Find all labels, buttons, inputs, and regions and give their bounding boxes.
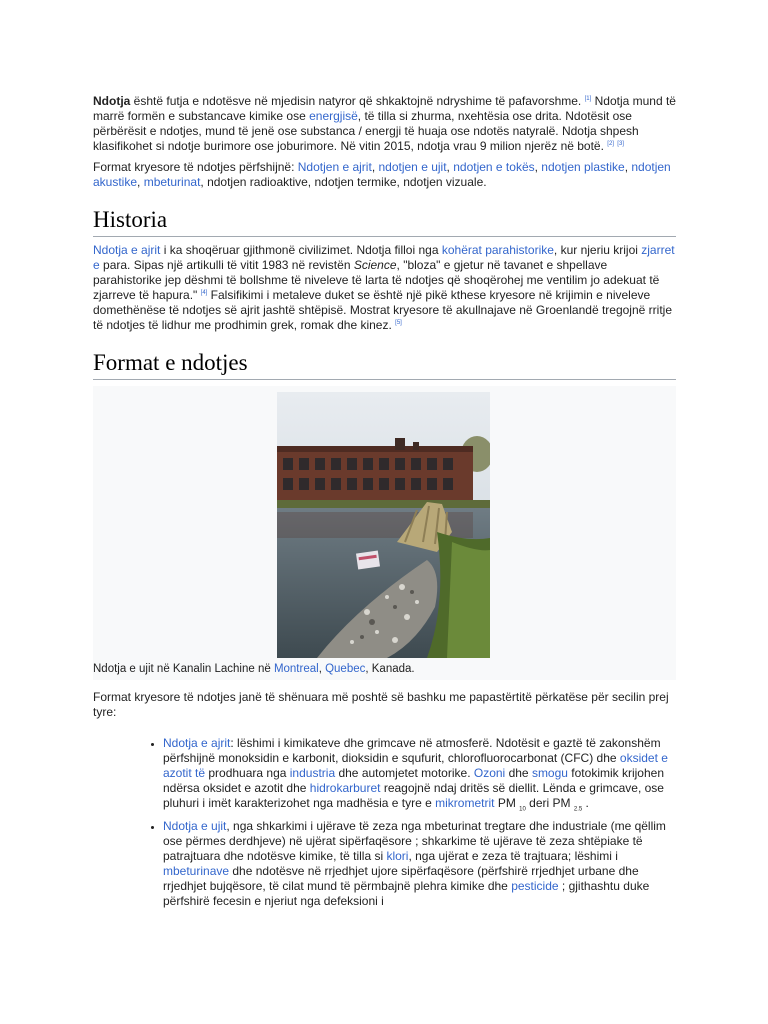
figure-caption bbox=[93, 662, 415, 676]
link-quebec[interactable]: Quebec bbox=[325, 663, 366, 675]
separator: , bbox=[371, 160, 379, 174]
history-text: , kur njeriu krijoi bbox=[553, 243, 642, 257]
pollution-types-list bbox=[93, 736, 676, 909]
link-oksidet-e-azotit[interactable]: oksidet e azotit të bbox=[163, 751, 668, 780]
link-ndotjen-akustike[interactable]: ndotjen akustike bbox=[93, 160, 671, 189]
history-text: i ka shoqëruar gjithmonë civilizimet. Ndotja filloi nga bbox=[160, 243, 442, 257]
intro-text: është futja e ndotësve në mjedisin natyror që shkaktojnë ndryshime të pafavorshme. bbox=[130, 94, 585, 108]
link-ndotjen-e-ujit[interactable]: ndotjen e ujit bbox=[378, 160, 447, 174]
link-ndotja-e-ujit[interactable]: Ndotja e ujit bbox=[163, 819, 227, 834]
intro-bold-term: Ndotja bbox=[93, 94, 131, 108]
list-text: deri PM bbox=[525, 796, 574, 810]
link-ndotjen-e-ajrit[interactable]: Ndotjen e ajrit bbox=[297, 160, 372, 174]
figure-box bbox=[93, 386, 676, 680]
list-text: dhe bbox=[505, 766, 532, 780]
link-koherat-parahistorike[interactable]: kohërat parahistorike bbox=[441, 243, 554, 257]
link-zjarret[interactable]: zjarret e bbox=[93, 243, 675, 272]
list-text: , nga ujërat e zeza të trajtuara; lëshimi i bbox=[408, 849, 618, 864]
link-pesticide[interactable]: pesticide bbox=[511, 879, 559, 894]
citation-ref[interactable]: [3] bbox=[617, 141, 624, 147]
forms-intro-paragraph bbox=[93, 160, 676, 190]
citation-ref[interactable]: [5] bbox=[395, 320, 402, 326]
list-item bbox=[163, 736, 676, 817]
section-heading-historia: Historia bbox=[93, 206, 676, 237]
link-mikrometrit[interactable]: mikrometrit bbox=[435, 796, 495, 810]
link-ndotjen-e-tokes[interactable]: ndotjen e tokës bbox=[453, 160, 535, 174]
citation-ref[interactable]: [2] bbox=[607, 141, 614, 147]
citation-ref[interactable]: [1] bbox=[584, 96, 592, 102]
list-item bbox=[163, 819, 676, 909]
separator: , bbox=[318, 663, 326, 675]
forms-paragraph: Format kryesore të ndotjes janë të shënuara më poshtë së bashku me papastërtitë përkatëse për secilin prej tyre: bbox=[93, 690, 669, 719]
link-energjise[interactable]: energjisë bbox=[309, 109, 358, 123]
forms-intro-text: Format kryesore të ndotjes përfshijnë: bbox=[93, 160, 298, 174]
intro-paragraph bbox=[93, 94, 676, 154]
list-text: fotokimik krijohen ndërsa oksidet e azotit dhe bbox=[163, 766, 665, 795]
journal-name: Science bbox=[353, 258, 397, 272]
subscript: 10 bbox=[519, 806, 526, 813]
intro-text: , të tilla si zhurma, nxehtësia ose drita. Ndotësit ose përbërësit e ndotjes, mund të jenë ose substanca / energji të huaja ose ndotës natyralë. Ndotja shpesh klasifikohet si ndotje burimore ose joburimore. Në vitin 2015, ndotja vrau 9 milion njerëz në botë. bbox=[93, 109, 639, 153]
list-text: reagojnë ndaj dritës së diellit. Lënda e grimcave, ose pluhuri i imët karakterizohet nga madhësia e tyre e bbox=[163, 781, 664, 810]
separator: , bbox=[534, 160, 542, 174]
link-smogu[interactable]: smogu bbox=[531, 766, 568, 780]
link-ndotja-e-ajrit[interactable]: Ndotja e ajrit bbox=[93, 243, 161, 257]
list-text: ; gjithashtu duke përfshirë fecesin e njeriut nga defeksioni i bbox=[163, 879, 650, 909]
article-body bbox=[93, 94, 676, 911]
link-ndotja-e-ajrit[interactable]: Ndotja e ajrit bbox=[163, 736, 231, 750]
lachine-canal-photo[interactable] bbox=[277, 392, 490, 658]
list-text: . bbox=[582, 796, 589, 810]
caption-text: , Kanada. bbox=[365, 663, 415, 675]
list-text: dhe automjetet motorike. bbox=[335, 766, 474, 780]
list-text: dhe ndotësve në rrjedhjet ujore sipërfaqësore (përfshirë rrjedhjet urbane dhe rrjedhjet bujqësore, të cilat mund të përmbajnë plehra kimike dhe bbox=[163, 864, 639, 894]
forms-intro-text: , ndotjen radioaktive, ndotjen termike, ndotjen vizuale. bbox=[200, 175, 487, 189]
subscript: 2.5 bbox=[573, 806, 583, 813]
section-heading-format-e-ndotjes: Format e ndotjes bbox=[93, 349, 676, 380]
link-mbeturinave[interactable]: mbeturinave bbox=[163, 864, 230, 879]
link-montreal[interactable]: Montreal bbox=[273, 663, 319, 675]
citation-ref[interactable]: [4] bbox=[200, 290, 208, 296]
link-ndotjen-plastike[interactable]: ndotjen plastike bbox=[541, 160, 625, 174]
history-text: , "bloza" e gjetur në tavanet e shpellave parahistorike jep dëshmi të bollshme të niveleve të larta të ndotjes që shoqërohej me ventilim jo adekuat të zjarreve të hapura." bbox=[93, 258, 660, 302]
separator: , bbox=[624, 160, 632, 174]
link-hidrokarburet[interactable]: hidrokarburet bbox=[309, 781, 381, 795]
link-ozoni[interactable]: Ozoni bbox=[473, 766, 506, 780]
list-text: , nga shkarkimi i ujërave të zeza nga mbeturinat tregtare dhe industriale (me qëllim ose përmes derdhjeve) në ujërat sipërfaqësore ; shkarkime të ujërave të zeza shtëpiake të patrajtuara dhe ndotësve kimike, të tilla si bbox=[163, 819, 666, 864]
history-text: Falsifikimi i metaleve duket se është një pikë kthese kryesore në krijimin e niveleve domethënëse të ndotjes së ajrit jashtë shtëpisë. Mostrat kryesore të akullnajave në Groenlandë tregojnë rritje të ndotjes të lidhur me prodhimin grek, romak dhe kinez. bbox=[93, 288, 672, 332]
history-text: para. Sipas një artikulli të vitit 1983 në revistën bbox=[99, 258, 354, 272]
caption-text: Ndotja e ujit në Kanalin Lachine në bbox=[93, 663, 274, 675]
intro-text: Ndotja mund të marrë formën e substancave kimike ose bbox=[93, 94, 676, 123]
link-mbeturinat[interactable]: mbeturinat bbox=[143, 175, 201, 189]
list-text: : lëshimi i kimikateve dhe grimcave në atmosferë. Ndotësit e gaztë të zakonshëm përfshijnë monoksidin e karbonit, dioksidin e squfurit, chlorofluorocarbonat (CFC) dhe bbox=[163, 736, 661, 765]
separator: , bbox=[137, 175, 144, 189]
list-text: PM bbox=[494, 796, 520, 810]
separator: , bbox=[446, 160, 454, 174]
history-paragraph bbox=[93, 243, 676, 333]
link-klori[interactable]: klori bbox=[386, 849, 409, 864]
list-text: prodhuara nga bbox=[205, 766, 290, 780]
link-industria[interactable]: industria bbox=[289, 766, 336, 780]
